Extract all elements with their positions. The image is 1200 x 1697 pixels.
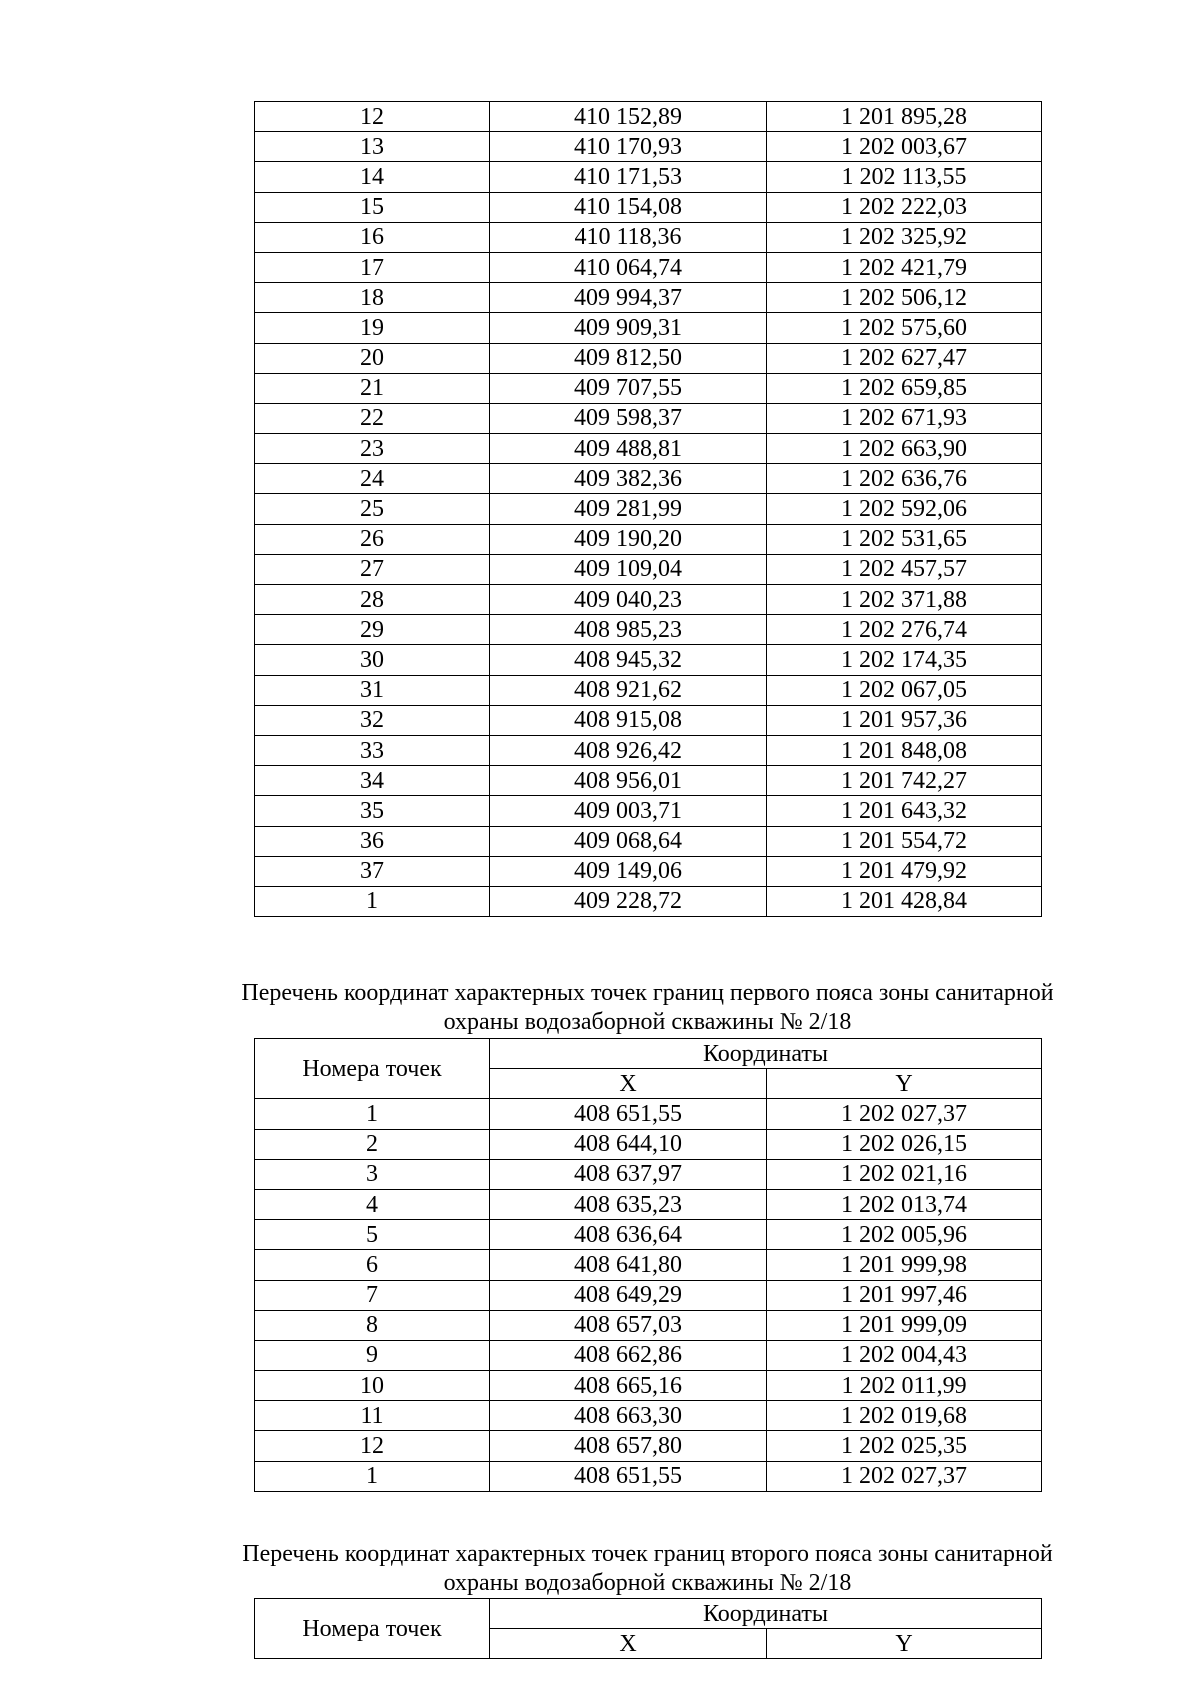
table-row [255, 705, 1042, 735]
cell-x: 408 662,86 [490, 1340, 767, 1370]
table-row [255, 524, 1042, 554]
cell-y: 1 202 325,92 [767, 222, 1042, 252]
table-row [255, 494, 1042, 524]
cell-y: 1 201 957,36 [767, 705, 1042, 735]
cell-point-number: 35 [255, 796, 490, 826]
cell-x: 409 281,99 [490, 494, 767, 524]
cell-point-number: 33 [255, 735, 490, 765]
header-x: X [490, 1069, 767, 1099]
table-header-row [255, 1599, 1042, 1629]
coordinates-table-first-belt [254, 1038, 1042, 1492]
table-row [255, 856, 1042, 886]
header-x: X [490, 1629, 767, 1659]
cell-point-number: 30 [255, 645, 490, 675]
coordinates-table-continued [254, 101, 1042, 917]
table-row [255, 162, 1042, 192]
caption-line: охраны водозаборной скважины № 2/18 [443, 1570, 852, 1596]
cell-x: 408 641,80 [490, 1250, 767, 1280]
cell-y: 1 202 506,12 [767, 283, 1042, 313]
table-row [255, 1159, 1042, 1189]
cell-y: 1 202 011,99 [767, 1371, 1042, 1401]
table-row [255, 403, 1042, 433]
cell-y: 1 202 174,35 [767, 645, 1042, 675]
cell-x: 408 657,03 [490, 1310, 767, 1340]
cell-x: 410 152,89 [490, 102, 767, 132]
section-caption-first-belt [150, 979, 1145, 1037]
cell-y: 1 201 428,84 [767, 886, 1042, 916]
table-row [255, 373, 1042, 403]
table-row [255, 1431, 1042, 1461]
cell-point-number: 18 [255, 283, 490, 313]
cell-y: 1 201 643,32 [767, 796, 1042, 826]
cell-point-number: 14 [255, 162, 490, 192]
cell-x: 408 637,97 [490, 1159, 767, 1189]
table-row [255, 343, 1042, 373]
cell-x: 410 118,36 [490, 222, 767, 252]
cell-point-number: 5 [255, 1220, 490, 1250]
table-row [255, 1401, 1042, 1431]
cell-y: 1 202 627,47 [767, 343, 1042, 373]
table-row [255, 1220, 1042, 1250]
header-coordinates: Координаты [490, 1039, 1042, 1069]
cell-x: 410 170,93 [490, 132, 767, 162]
cell-x: 409 488,81 [490, 434, 767, 464]
table-row [255, 886, 1042, 916]
table-row [255, 222, 1042, 252]
cell-point-number: 27 [255, 554, 490, 584]
cell-x: 410 171,53 [490, 162, 767, 192]
cell-x: 408 921,62 [490, 675, 767, 705]
cell-y: 1 201 999,09 [767, 1310, 1042, 1340]
table-row [255, 826, 1042, 856]
table-row [255, 1461, 1042, 1491]
cell-x: 409 812,50 [490, 343, 767, 373]
cell-point-number: 24 [255, 464, 490, 494]
cell-point-number: 21 [255, 373, 490, 403]
cell-point-number: 37 [255, 856, 490, 886]
cell-y: 1 201 997,46 [767, 1280, 1042, 1310]
cell-y: 1 202 005,96 [767, 1220, 1042, 1250]
cell-x: 408 985,23 [490, 615, 767, 645]
cell-y: 1 201 554,72 [767, 826, 1042, 856]
cell-point-number: 36 [255, 826, 490, 856]
cell-point-number: 16 [255, 222, 490, 252]
table-row [255, 735, 1042, 765]
cell-point-number: 25 [255, 494, 490, 524]
cell-x: 408 926,42 [490, 735, 767, 765]
cell-y: 1 202 027,37 [767, 1461, 1042, 1491]
cell-point-number: 34 [255, 766, 490, 796]
table-row [255, 615, 1042, 645]
cell-y: 1 201 479,92 [767, 856, 1042, 886]
cell-y: 1 202 671,93 [767, 403, 1042, 433]
cell-x: 408 635,23 [490, 1189, 767, 1219]
cell-y: 1 202 575,60 [767, 313, 1042, 343]
cell-x: 409 068,64 [490, 826, 767, 856]
table-row [255, 1099, 1042, 1129]
cell-point-number: 12 [255, 102, 490, 132]
cell-y: 1 202 371,88 [767, 585, 1042, 615]
cell-y: 1 202 457,57 [767, 554, 1042, 584]
cell-point-number: 11 [255, 1401, 490, 1431]
cell-point-number: 13 [255, 132, 490, 162]
cell-point-number: 26 [255, 524, 490, 554]
cell-y: 1 202 021,16 [767, 1159, 1042, 1189]
cell-point-number: 23 [255, 434, 490, 464]
cell-x: 409 149,06 [490, 856, 767, 886]
cell-y: 1 202 004,43 [767, 1340, 1042, 1370]
cell-point-number: 28 [255, 585, 490, 615]
cell-point-number: 15 [255, 192, 490, 222]
cell-x: 408 663,30 [490, 1401, 767, 1431]
table-row [255, 1250, 1042, 1280]
cell-x: 409 003,71 [490, 796, 767, 826]
cell-x: 410 154,08 [490, 192, 767, 222]
cell-x: 409 598,37 [490, 403, 767, 433]
cell-x: 408 649,29 [490, 1280, 767, 1310]
cell-x: 408 945,32 [490, 645, 767, 675]
header-points: Номера точек [255, 1039, 490, 1099]
cell-point-number: 10 [255, 1371, 490, 1401]
cell-y: 1 202 636,76 [767, 464, 1042, 494]
table-row [255, 1129, 1042, 1159]
cell-x: 409 190,20 [490, 524, 767, 554]
caption-line: Перечень координат характерных точек границ первого пояса зоны санитарной [241, 980, 1054, 1006]
caption-line: охраны водозаборной скважины № 2/18 [443, 1009, 852, 1035]
cell-y: 1 202 592,06 [767, 494, 1042, 524]
caption-line: Перечень координат характерных точек границ второго пояса зоны санитарной [242, 1541, 1053, 1567]
table-row [255, 132, 1042, 162]
cell-y: 1 201 848,08 [767, 735, 1042, 765]
cell-x: 409 909,31 [490, 313, 767, 343]
cell-y: 1 201 742,27 [767, 766, 1042, 796]
cell-y: 1 201 999,98 [767, 1250, 1042, 1280]
cell-x: 409 994,37 [490, 283, 767, 313]
table-row [255, 796, 1042, 826]
cell-x: 408 651,55 [490, 1461, 767, 1491]
header-y: Y [767, 1629, 1042, 1659]
cell-y: 1 202 659,85 [767, 373, 1042, 403]
cell-y: 1 202 222,03 [767, 192, 1042, 222]
cell-point-number: 8 [255, 1310, 490, 1340]
table-row [255, 1340, 1042, 1370]
table-row [255, 645, 1042, 675]
cell-x: 409 382,36 [490, 464, 767, 494]
cell-y: 1 202 027,37 [767, 1099, 1042, 1129]
header-points: Номера точек [255, 1599, 490, 1659]
cell-x: 408 915,08 [490, 705, 767, 735]
cell-x: 409 707,55 [490, 373, 767, 403]
cell-point-number: 2 [255, 1129, 490, 1159]
cell-y: 1 202 026,15 [767, 1129, 1042, 1159]
table-row [255, 1310, 1042, 1340]
table-row [255, 1280, 1042, 1310]
table-row [255, 434, 1042, 464]
cell-y: 1 202 113,55 [767, 162, 1042, 192]
cell-x: 409 228,72 [490, 886, 767, 916]
cell-x: 408 644,10 [490, 1129, 767, 1159]
table-row [255, 1189, 1042, 1219]
cell-point-number: 1 [255, 886, 490, 916]
cell-y: 1 202 003,67 [767, 132, 1042, 162]
cell-y: 1 202 019,68 [767, 1401, 1042, 1431]
cell-y: 1 202 276,74 [767, 615, 1042, 645]
cell-y: 1 201 895,28 [767, 102, 1042, 132]
table-row [255, 313, 1042, 343]
cell-point-number: 22 [255, 403, 490, 433]
cell-point-number: 9 [255, 1340, 490, 1370]
table-row [255, 554, 1042, 584]
table-row [255, 464, 1042, 494]
table-row [255, 252, 1042, 282]
coordinates-table-second-belt [254, 1598, 1042, 1659]
cell-y: 1 202 013,74 [767, 1189, 1042, 1219]
cell-y: 1 202 067,05 [767, 675, 1042, 705]
cell-point-number: 31 [255, 675, 490, 705]
cell-y: 1 202 025,35 [767, 1431, 1042, 1461]
table-row [255, 192, 1042, 222]
cell-point-number: 1 [255, 1461, 490, 1491]
header-coordinates: Координаты [490, 1599, 1042, 1629]
cell-y: 1 202 421,79 [767, 252, 1042, 282]
cell-point-number: 7 [255, 1280, 490, 1310]
cell-point-number: 4 [255, 1189, 490, 1219]
header-y: Y [767, 1069, 1042, 1099]
table-row [255, 283, 1042, 313]
table-header-row [255, 1039, 1042, 1069]
table-row [255, 675, 1042, 705]
cell-x: 408 651,55 [490, 1099, 767, 1129]
table-row [255, 585, 1042, 615]
cell-x: 408 657,80 [490, 1431, 767, 1461]
cell-y: 1 202 531,65 [767, 524, 1042, 554]
cell-point-number: 3 [255, 1159, 490, 1189]
cell-point-number: 19 [255, 313, 490, 343]
cell-x: 408 636,64 [490, 1220, 767, 1250]
table-row [255, 1371, 1042, 1401]
cell-x: 408 665,16 [490, 1371, 767, 1401]
cell-point-number: 32 [255, 705, 490, 735]
cell-point-number: 20 [255, 343, 490, 373]
section-caption-second-belt [150, 1540, 1145, 1598]
table-row [255, 102, 1042, 132]
cell-point-number: 29 [255, 615, 490, 645]
table-row [255, 766, 1042, 796]
cell-x: 408 956,01 [490, 766, 767, 796]
cell-x: 409 109,04 [490, 554, 767, 584]
cell-point-number: 12 [255, 1431, 490, 1461]
cell-x: 409 040,23 [490, 585, 767, 615]
cell-point-number: 1 [255, 1099, 490, 1129]
cell-point-number: 6 [255, 1250, 490, 1280]
cell-x: 410 064,74 [490, 252, 767, 282]
cell-point-number: 17 [255, 252, 490, 282]
cell-y: 1 202 663,90 [767, 434, 1042, 464]
